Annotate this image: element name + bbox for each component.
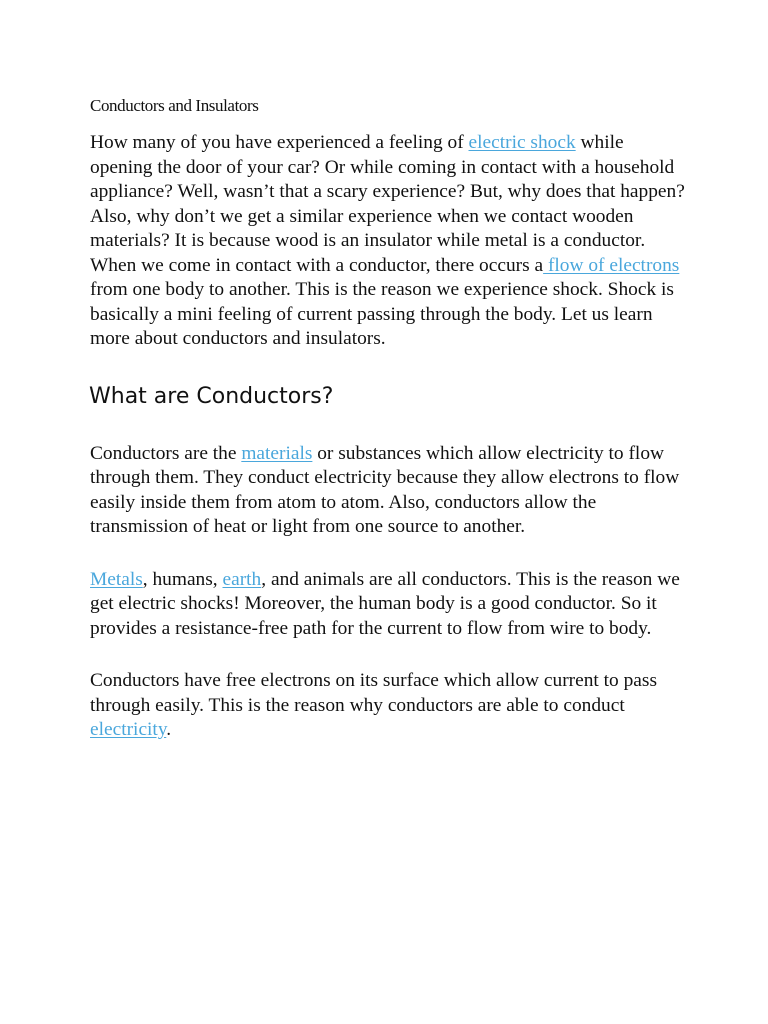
earth-link[interactable]: earth [222, 568, 262, 590]
free-electrons-paragraph [90, 669, 690, 743]
intro-text-2: while opening the door of your car? Or while coming in contact with a household appliance? Well, wasn’t that a scary experience? But, why does that happen? Also, why don’t we get a similar experience when we contact wooden materials? It is because wood is an insulator while metal is a conductor. When we come in contact with a conductor, there occurs a [90, 132, 685, 276]
flow-of-electrons-link[interactable]: flow of electrons [543, 254, 680, 276]
intro-paragraph [90, 131, 690, 352]
electricity-link[interactable]: electricity [90, 719, 167, 740]
document-page [90, 94, 690, 771]
para2-text-1: , humans, [142, 568, 223, 590]
electric-shock-link[interactable]: electric shock [468, 132, 576, 153]
conductors-definition-paragraph [90, 442, 690, 540]
para2-text-2: , and animals are all conductors. This is the reason we get electric shocks! Moreover, the human body is a good conductor. So it provides a resistance-free path for the current to flow from wire to body. [90, 568, 680, 639]
intro-text-3: from one body to another. This is the reason we experience shock. Shock is basically a mini feeling of current passing through the body. Let us learn more about conductors and insulators. [90, 279, 674, 349]
materials-link[interactable]: materials [241, 442, 313, 464]
para1-text-2: or substances which allow electricity to flow through them. They conduct electricity because they allow electrons to flow easily inside them from atom to atom. Also, conductors allow the transmission of heat or light from one source to another. [90, 442, 680, 537]
section-heading: What are Conductors? [89, 383, 334, 409]
document-title: Conductors and Insulators [90, 96, 259, 115]
metals-link[interactable]: Metals [90, 568, 143, 590]
para1-text-1: Conductors are the [90, 442, 242, 464]
intro-text-1: How many of you have experienced a feeling of [90, 132, 469, 153]
para3-text-2: . [166, 719, 172, 740]
para3-text-1: Conductors have free electrons on its surface which allow current to pass through easily. This is the reason why conductors are able to conduct [90, 670, 657, 716]
conductor-examples-paragraph [90, 568, 690, 642]
